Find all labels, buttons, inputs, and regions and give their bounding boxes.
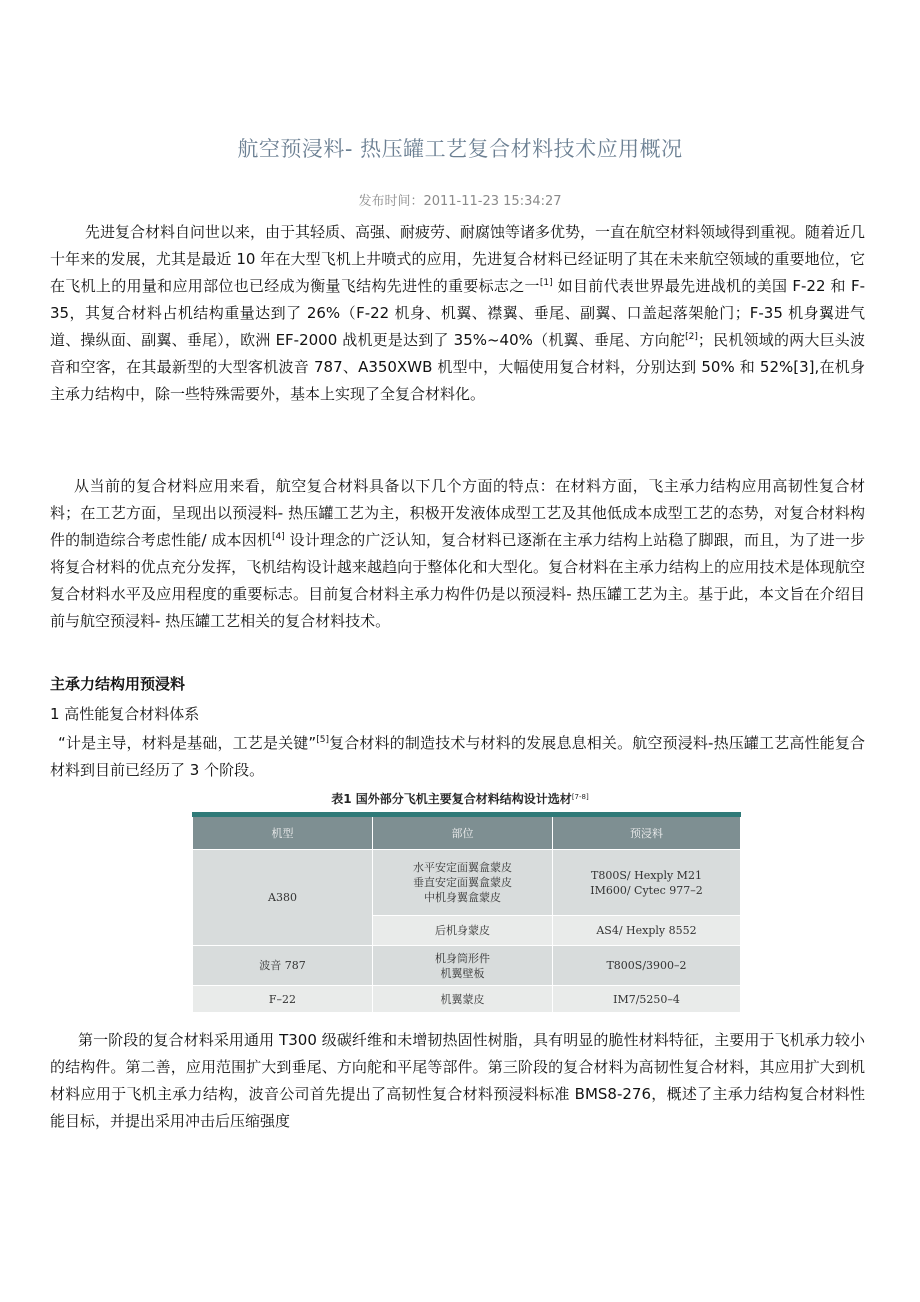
paragraph-intro: [50, 219, 865, 408]
citation: [2]: [685, 332, 698, 342]
paragraph-features: [50, 473, 865, 635]
paragraph-text: 如目前代表世界最先进战机的美国 F-22 和 F-35，其复合材料占机结构重量达到了 26%（F-22 机身、机翼、襟翼、垂尾、副翼、口盖起落架舱门；F-35 机身翼进气道、操纵面、副翼、垂尾），欧洲 EF-2000 战机更是达到了 35%~40%（机翼、垂尾、方向舵: [50, 277, 865, 349]
citation: [4]: [272, 532, 285, 542]
table-cell-part: 机身筒形件 机翼壁板: [373, 946, 553, 986]
paragraph-stages: [50, 730, 865, 784]
paragraph-stage-details: 第一阶段的复合材料采用通用 T300 级碳纤维和未增韧热固性树脂，具有明显的脆性材料特征，主要用于飞机承力较小的结构件。第二善，应用范围扩大到垂尾、方向舵和平尾等部件。第三阶段的复合材料为高韧性复合材料，其应用扩大到机材料应用于飞机主承力结构，波音公司首先提出了高韧性复合材料预浸料标准 BMS8-276，概述了主承力结构复合材料性能目标，并提出采用冲击后压缩强度: [50, 1031, 865, 1130]
subsection-heading: 1 高性能复合材料体系: [50, 705, 200, 723]
table-header-cell: 机型: [193, 815, 373, 850]
table-caption-text: 表1 国外部分飞机主要复合材料结构设计选材: [331, 792, 572, 806]
table-header-row: [193, 815, 741, 850]
table-header-cell: 预浸料: [553, 815, 741, 850]
table-header-cell: 部位: [373, 815, 553, 850]
citation: [1]: [539, 278, 553, 288]
table-cell-model: F–22: [193, 986, 373, 1013]
table-cell-model: A380: [193, 850, 373, 946]
table-caption-ref: [7-8]: [571, 793, 589, 801]
paragraph-text: 从当前的复合材料应用来看，航空复合材料具备以下几个方面的特点：在材料方面，飞主承力结构应用高韧性复合材料；在工艺方面，呈现出以预浸料- 热压罐工艺为主，积极开发液体成型工艺及其他低成本成型工艺的态势，对复合材料构件的制造综合考虑性能/ 成本因机: [50, 477, 865, 549]
paragraph-text: 设计理念的广泛认知，复合材料已逐渐在主承力结构上站稳了脚跟，而且，为了进一步将复合材料的优点充分发挥，飞机结构设计越来越趋向于整体化和大型化。复合材料在主承力结构上的应用技术是体现航空复合材料水平及应用程度的重要标志。目前复合材料主承力构件仍是以预浸料- 热压罐工艺为主。基于此，本文旨在介绍目前与航空预浸料- 热压罐工艺相关的复合材料技术。: [50, 531, 866, 630]
publish-label: 发布时间：: [358, 194, 424, 209]
paragraph-text: 先进复合材料自问世以来，由于其轻质、高强、耐疲劳、耐腐蚀等诸多优势，一直在航空材料领域得到重视。随着近几十年来的发展，尤其是最近 10 年在大型飞机上井喷式的应用，先进复合材料已经证明了其在未来航空领域的重要地位，它在飞机上的用量和应用部位也已经成为衡量飞结构先进性的重要标志之一: [50, 223, 866, 295]
table-cell-prepreg: T800S/3900–2: [553, 946, 741, 986]
table-cell-part: 机翼蒙皮: [373, 986, 553, 1013]
table-cell-part: 水平安定面翼盒蒙皮 垂直安定面翼盒蒙皮 中机身翼盒蒙皮: [373, 850, 553, 916]
table-cell-prepreg: IM7/5250–4: [553, 986, 741, 1013]
table-caption: [0, 790, 920, 807]
table-cell-prepreg: AS4/ Hexply 8552: [553, 916, 741, 946]
table-row: [193, 850, 741, 916]
table-cell-part: 后机身蒙皮: [373, 916, 553, 946]
paragraph-text: ；民机领域的两大巨头波音和空客，在其最新型的大型客机波音 787、A350XWB 机型中，大幅使用复合材料，分别达到 50% 和 52%[3],在机身主承力结构中，除一些特殊需要外，基本上实现了全复合材料化。: [50, 331, 865, 403]
table-cell-prepreg: T800S/ Hexply M21 IM600/ Cytec 977–2: [553, 850, 741, 916]
table-row: [193, 986, 741, 1013]
paragraph-text: “计是主导，材料是基础，工艺是关键”: [58, 734, 317, 752]
publish-meta: [0, 190, 920, 209]
section-heading: 主承力结构用预浸料: [50, 675, 186, 693]
table-cell-model: 波音 787: [193, 946, 373, 986]
publish-time: 2011-11-23 15:34:27: [423, 194, 562, 209]
table-row: [193, 946, 741, 986]
page-title: 航空预浸料- 热压罐工艺复合材料技术应用概况: [237, 137, 683, 161]
material-table: [192, 812, 741, 1013]
citation: [5]: [316, 735, 329, 745]
paragraph-text: 复合材料的制造技术与材料的发展息息相关。航空预浸料-热压罐工艺高性能复合材料到目前已经历了 3 个阶段。: [50, 734, 865, 779]
